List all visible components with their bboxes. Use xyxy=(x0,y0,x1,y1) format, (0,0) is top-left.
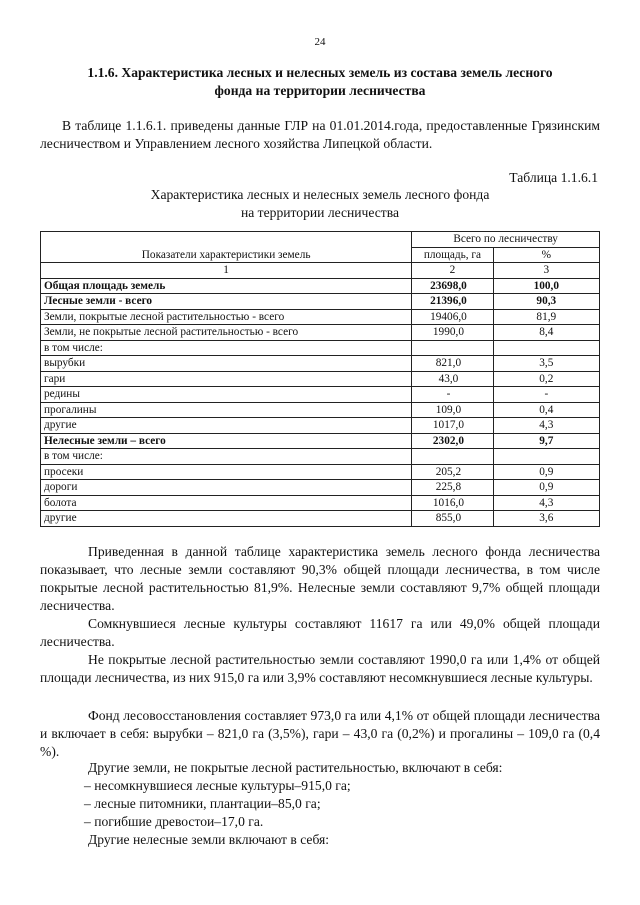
row-label: просеки xyxy=(41,464,412,480)
paragraph-summary: Приведенная в данной таблице характеристика земель лесного фонда лесничества показывает, что лесные земли составляют 90,3% общей площади лесничества, в том числе покрытые лесной растительностью 81,9%. Нелесные земли составляют 9,7% общей площади лесничества. xyxy=(40,544,600,613)
row-label: Нелесные земли – всего xyxy=(41,433,412,449)
table-title-line2: на территории лесничества xyxy=(240,205,400,220)
row-label: прогалины xyxy=(41,402,412,418)
row-area-value xyxy=(412,449,493,465)
list-item: – лесные питомники, плантации–85,0 га; xyxy=(84,796,321,811)
row-area-value: - xyxy=(412,387,493,403)
row-label: другие xyxy=(41,418,412,434)
row-percent-value: 0,4 xyxy=(493,402,599,418)
row-area-value: 1016,0 xyxy=(412,495,493,511)
row-percent-value: 0,2 xyxy=(493,371,599,387)
paragraph-closed-cultures: Сомкнувшиеся лесные культуры составляют 11617 га или 49,0% общей площади лесничества. xyxy=(40,616,600,649)
row-percent-value: 4,3 xyxy=(493,495,599,511)
column-number-row xyxy=(41,263,600,279)
row-percent-value: 90,3 xyxy=(493,294,599,310)
section-heading xyxy=(40,64,600,100)
table-row xyxy=(41,387,600,403)
row-area-value: 43,0 xyxy=(412,371,493,387)
row-percent-value xyxy=(493,449,599,465)
row-label: Земли, не покрытые лесной растительностью - всего xyxy=(41,325,412,341)
row-label: Общая площадь земель xyxy=(41,278,412,294)
row-label: в том числе: xyxy=(41,340,412,356)
table-row xyxy=(41,418,600,434)
section-heading-line2: фонда на территории лесничества xyxy=(214,83,426,98)
row-percent-value: - xyxy=(493,387,599,403)
row-label: Лесные земли - всего xyxy=(41,294,412,310)
row-area-value: 19406,0 xyxy=(412,309,493,325)
row-area-value: 205,2 xyxy=(412,464,493,480)
row-percent-value xyxy=(493,340,599,356)
intro-paragraph: В таблице 1.1.6.1. приведены данные ГЛР на 01.01.2014.года, предоставленные Грязинским лесничеством и Управлением лесного хозяйства Липецкой области. xyxy=(40,118,600,151)
table-row xyxy=(41,340,600,356)
table-row xyxy=(41,402,600,418)
list-item: – погибшие древостои–17,0 га. xyxy=(84,814,264,829)
header-pct: % xyxy=(493,247,599,263)
table-row xyxy=(41,356,600,372)
header-indicator: Показатели характеристики земель xyxy=(41,232,412,263)
table-header-row xyxy=(41,232,600,248)
row-area-value: 1017,0 xyxy=(412,418,493,434)
table-row xyxy=(41,294,600,310)
table-row xyxy=(41,464,600,480)
row-percent-value: 100,0 xyxy=(493,278,599,294)
row-label: болота xyxy=(41,495,412,511)
section-heading-line1: 1.1.6. Характеристика лесных и нелесных земель из состава земель лесного xyxy=(87,65,553,80)
table-row xyxy=(41,309,600,325)
row-percent-value: 0,9 xyxy=(493,480,599,496)
row-percent-value: 8,4 xyxy=(493,325,599,341)
row-label: вырубки xyxy=(41,356,412,372)
table-row xyxy=(41,371,600,387)
row-percent-value: 81,9 xyxy=(493,309,599,325)
table-title xyxy=(40,186,600,222)
table-row xyxy=(41,433,600,449)
table-row xyxy=(41,325,600,341)
table-row xyxy=(41,495,600,511)
row-label: редины xyxy=(41,387,412,403)
row-percent-value: 3,6 xyxy=(493,511,599,527)
land-characteristics-table xyxy=(40,231,600,527)
paragraph-other-lands: Другие земли, не покрытые лесной растительностью, включают в себя: xyxy=(88,760,503,775)
row-area-value: 225,8 xyxy=(412,480,493,496)
row-area-value: 855,0 xyxy=(412,511,493,527)
column-number-2: 2 xyxy=(412,263,493,279)
row-percent-value: 9,7 xyxy=(493,433,599,449)
row-label: гари xyxy=(41,371,412,387)
column-number-3: 3 xyxy=(493,263,599,279)
row-label: в том числе: xyxy=(41,449,412,465)
row-percent-value: 4,3 xyxy=(493,418,599,434)
row-percent-value: 3,5 xyxy=(493,356,599,372)
list-item: – несомкнувшиеся лесные культуры–915,0 га; xyxy=(84,778,351,793)
row-area-value: 21396,0 xyxy=(412,294,493,310)
header-total: Всего по лесничеству xyxy=(412,232,600,248)
table-row xyxy=(41,278,600,294)
table-row xyxy=(41,480,600,496)
table-row xyxy=(41,449,600,465)
row-percent-value: 0,9 xyxy=(493,464,599,480)
row-area-value: 821,0 xyxy=(412,356,493,372)
row-area-value: 1990,0 xyxy=(412,325,493,341)
header-area: площадь, га xyxy=(412,247,493,263)
row-label: Земли, покрытые лесной растительностью - всего xyxy=(41,309,412,325)
paragraph-other-nonforest: Другие нелесные земли включают в себя: xyxy=(88,832,330,847)
row-label: дороги xyxy=(41,480,412,496)
paragraph-reforestation-fund: Фонд лесовосстановления составляет 973,0 га или 4,1% от общей площади лесничества и включает в себя: вырубки – 821,0 га (3,5%), гари – 43,0 га (0,2%) и прогалины – 109,0 га (0,4 %). xyxy=(40,708,600,759)
table-row xyxy=(41,511,600,527)
table-title-line1: Характеристика лесных и нелесных земель лесного фонда xyxy=(150,187,490,202)
row-area-value: 23698,0 xyxy=(412,278,493,294)
table-label: Таблица 1.1.6.1 xyxy=(509,170,598,185)
row-area-value xyxy=(412,340,493,356)
paragraph-unforested: Не покрытые лесной растительностью земли составляют 1990,0 га или 1,4% от общей площади лесничества, из них 915,0 га или 3,9% составляют несомкнувшиеся лесные культуры. xyxy=(40,652,600,685)
page-number: 24 xyxy=(314,36,326,48)
row-area-value: 109,0 xyxy=(412,402,493,418)
column-number-1: 1 xyxy=(41,263,412,279)
row-area-value: 2302,0 xyxy=(412,433,493,449)
row-label: другие xyxy=(41,511,412,527)
